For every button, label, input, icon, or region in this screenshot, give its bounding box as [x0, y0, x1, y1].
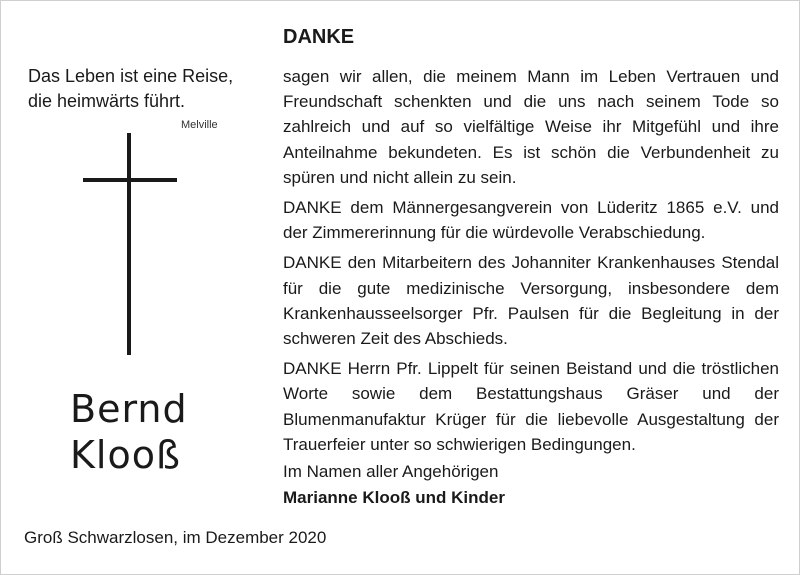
closing: [283, 459, 505, 511]
paragraph: DANKE dem Männergesangverein von Lüderitz 1865 e.V. und der Zimmererinnung für die würdevolle Verabschiedung.: [283, 198, 779, 243]
paragraph: DANKE Herrn Pfr. Lippelt für seinen Beistand und die tröstlichen Worte sowie dem Bestattungshaus Gräser und der Blumenmanufaktur Krüger für die liebevolle Ausgestaltung der Trauerfeier unter so schwierigen Bedingungen.: [283, 359, 779, 454]
signers: Marianne Klooß und Kinder: [283, 488, 505, 507]
paragraph: DANKE den Mitarbeitern des Johanniter Krankenhauses Stendal für die gute medizinische Versorgung, insbesondere dem Krankenhausseelsorger Pfr. Paulsen für die Begleitung in der schweren Zeit des Abschieds.: [283, 253, 779, 349]
quote: [28, 64, 233, 114]
left-column: [0, 0, 260, 575]
quote-line: Das Leben ist eine Reise,: [28, 66, 234, 86]
notice-heading: DANKE: [283, 26, 355, 48]
place-date: Groß Schwarzlosen, im Dezember 2020: [24, 528, 327, 547]
thank-you-text: [283, 64, 779, 462]
deceased-first-name: Bernd: [70, 387, 188, 431]
paragraph: sagen wir allen, die meinem Mann im Leben Vertrauen und Freundschaft schenkten und die uns nach seinem Tode so zahlreich und auf so vielfältige Weise ihr Mitgefühl und ihre Anteilnahme bekundeten. Es ist schön die Verbundenheit zu spüren und nicht allein zu sein.: [283, 67, 779, 187]
quote-line: die heimwärts führt.: [28, 91, 186, 111]
deceased-last-name: Klooß: [70, 433, 181, 477]
cross-icon: [83, 133, 177, 355]
quote-author: Melville: [181, 119, 218, 131]
deceased-name: [70, 386, 188, 478]
closing-line: Im Namen aller Angehörigen: [283, 462, 499, 481]
